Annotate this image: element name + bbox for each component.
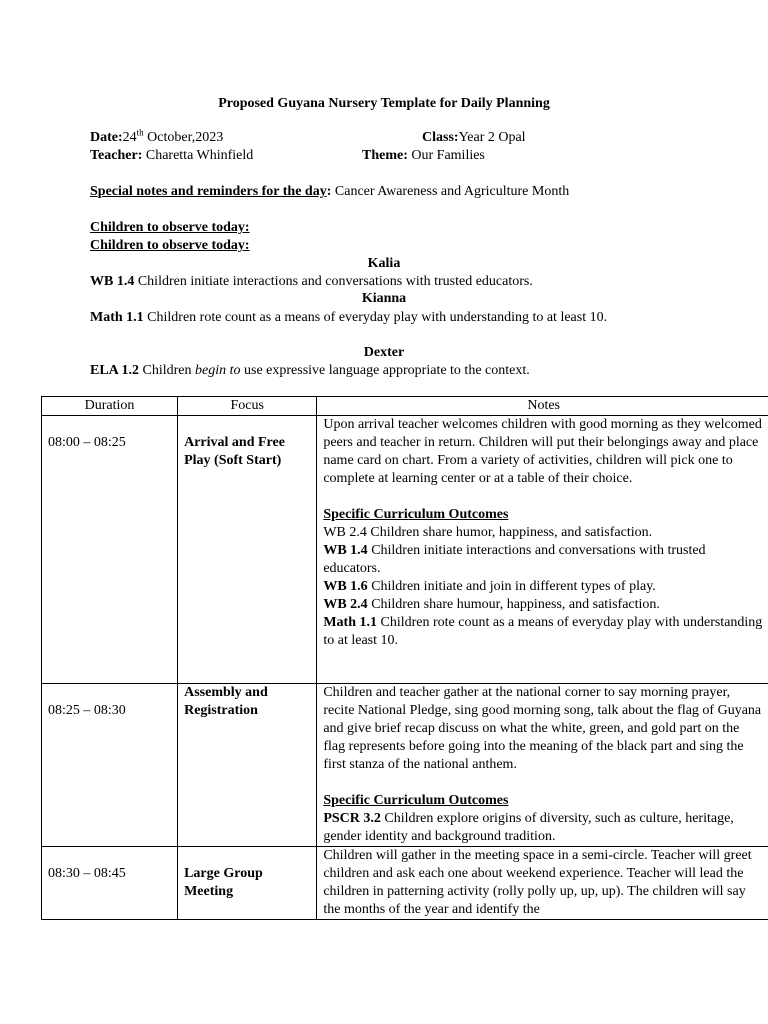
outcome-code: ELA 1.2 — [90, 363, 140, 378]
teacher-value: Charetta Whinfield — [142, 148, 254, 163]
duration-text: 08:25 – 08:30 — [48, 703, 126, 718]
outcome-line: Children initiate interactions and conversations with trusted educators. — [323, 543, 706, 576]
cell-notes — [317, 416, 768, 684]
date-line — [90, 129, 223, 147]
table-row — [42, 847, 768, 920]
class-label: Class: — [422, 130, 459, 145]
child-outcome-dexter — [90, 362, 530, 380]
outcome-code: PSCR 3.2 — [323, 811, 381, 826]
child-outcome-kianna — [90, 309, 607, 327]
cell-notes — [317, 847, 768, 920]
class-value: Year 2 Opal — [458, 130, 526, 145]
observe-heading-repeat — [90, 237, 250, 255]
cell-duration — [42, 416, 178, 684]
outcome-text: Children initiate interactions and conversations with trusted educators. — [134, 274, 533, 289]
table-header-row — [42, 397, 768, 416]
focus-text: Assembly and Registration — [184, 685, 268, 718]
observe-heading — [90, 219, 250, 237]
cell-duration — [42, 684, 178, 847]
focus-text: Large Group Meeting — [184, 866, 263, 899]
cell-notes — [317, 684, 768, 847]
date-rest: October,2023 — [143, 130, 224, 145]
outcome-code: Math 1.1 — [90, 310, 144, 325]
observe-heading-text-2: Children to observe today: — [90, 238, 250, 253]
outcome-line: Children share humour, happiness, and satisfaction. — [367, 597, 660, 612]
header-notes: Notes — [317, 397, 768, 416]
date-suffix: th — [136, 127, 144, 138]
outcome-text: Children rote count as a means of everyday play with understanding to at least 10. — [143, 310, 608, 325]
date-day: 24 — [122, 130, 137, 145]
outcomes-heading: Specific Curriculum Outcomes — [323, 507, 509, 522]
outcome-line: Children rote count as a means of everyday play with understanding to at least 10. — [323, 615, 763, 648]
theme-value: Our Families — [407, 148, 485, 163]
date-label: Date: — [90, 130, 123, 145]
schedule-table — [41, 396, 768, 920]
outcome-code: Math 1.1 — [323, 615, 378, 630]
special-notes-colon: : — [326, 184, 332, 199]
child-name-dexter: Dexter — [363, 345, 405, 360]
outcome-code: WB 1.4 — [90, 274, 135, 289]
cell-focus — [178, 416, 317, 684]
special-notes-label: Special notes and reminders for the day — [90, 184, 327, 199]
outcome-code: WB 1.4 — [323, 543, 368, 558]
table-row — [42, 684, 768, 847]
teacher-label: Teacher: — [90, 148, 143, 163]
theme-label: Theme: — [362, 148, 408, 163]
outcomes-heading: Specific Curriculum Outcomes — [323, 793, 509, 808]
cell-focus — [178, 847, 317, 920]
duration-text: 08:00 – 08:25 — [48, 435, 126, 450]
table-row — [42, 416, 768, 684]
theme-line — [362, 147, 485, 165]
observe-heading-text: Children to observe today: — [90, 220, 250, 235]
notes-text: Children and teacher gather at the national corner to say morning prayer, recite National Pledge, sing good morning song, talk about the flag of Guyana and give brief recap discuss on what the white, green, and gold part on the flag represents before going into the meaning of the black part and sing the first stanza of the national anthem. — [323, 685, 762, 772]
outcome-text-rest: use expressive language appropriate to the context. — [240, 363, 530, 378]
outcome-emphasis: begin to — [195, 363, 241, 378]
outcome-line: WB 2.4 Children share humor, happiness, and satisfaction. — [323, 525, 653, 540]
special-notes-value: Cancer Awareness and Agriculture Month — [331, 184, 570, 199]
outcome-code: WB 2.4 — [323, 597, 368, 612]
page-title: Proposed Guyana Nursery Template for Daily Planning — [218, 96, 550, 111]
outcome-code: WB 1.6 — [323, 579, 368, 594]
header-focus: Focus — [178, 397, 317, 416]
child-outcome-kalia — [90, 273, 533, 291]
cell-focus — [178, 684, 317, 847]
child-name-kalia: Kalia — [367, 256, 401, 271]
teacher-line — [90, 147, 253, 165]
special-notes — [90, 183, 569, 201]
class-line — [422, 129, 526, 147]
duration-text: 08:30 – 08:45 — [48, 866, 126, 881]
cell-duration — [42, 847, 178, 920]
focus-text: Arrival and Free Play (Soft Start) — [184, 435, 285, 468]
outcome-line: Children explore origins of diversity, such as culture, heritage, gender identity and background tradition. — [323, 811, 734, 844]
header-duration: Duration — [42, 397, 178, 416]
child-name-kianna: Kianna — [361, 291, 407, 306]
outcome-line: Children initiate and join in different types of play. — [367, 579, 656, 594]
outcome-text: Children — [139, 363, 196, 378]
notes-text: Children will gather in the meeting space in a semi-circle. Teacher will greet children and ask each one about weekend experience. Teacher will lead the children in patterning activity (rolly polly up, up, up). The children will say the months of the year and identify the — [323, 848, 752, 917]
notes-text: Upon arrival teacher welcomes children with good morning as they welcomed peers and teacher in return. Children will put their belongings away and place name card on chart. From a variety of activities, children will pick one to complete at learning center or at a table of their choice. — [323, 417, 762, 486]
